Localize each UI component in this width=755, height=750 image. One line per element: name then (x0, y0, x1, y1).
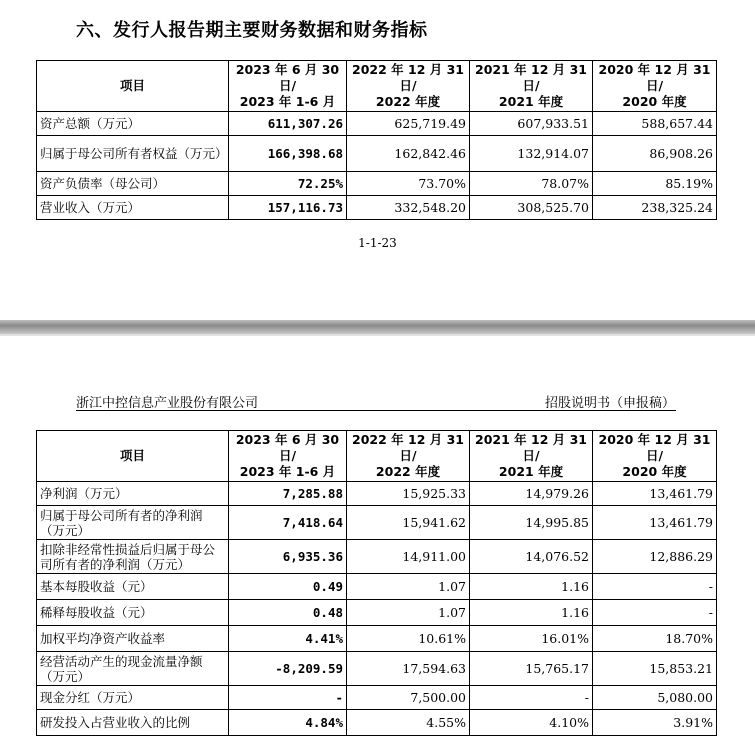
value-2020: 13,461.79 (593, 506, 717, 540)
row-label: 经营活动产生的现金流量净额（万元） (37, 652, 229, 686)
value-2023: 4.41% (229, 626, 347, 652)
page-header-company: 浙江中控信息产业股份有限公司 (76, 396, 259, 411)
value-2020: 18.70% (593, 626, 717, 652)
value-2023: 0.49 (229, 574, 347, 600)
header-2021: 2021 年 12 月 31 日/ 2021 年度 (470, 431, 593, 482)
value-2020: 86,908.26 (593, 136, 717, 172)
table-row (37, 652, 717, 686)
header-2020: 2020 年 12 月 31 日/ 2020 年度 (593, 431, 717, 482)
value-2022: 14,911.00 (347, 540, 470, 574)
value-2021: 4.10% (470, 710, 593, 736)
value-2020: 3.91% (593, 710, 717, 736)
value-2022: 332,548.20 (347, 196, 470, 220)
value-2022: 15,925.33 (347, 482, 470, 506)
row-label: 资产负债率（母公司） (37, 172, 229, 196)
value-2022: 10.61% (347, 626, 470, 652)
value-2020: 15,853.21 (593, 652, 717, 686)
value-2023: - (229, 686, 347, 710)
row-label: 归属于母公司所有者权益（万元） (37, 136, 229, 172)
value-2021: 78.07% (470, 172, 593, 196)
value-2021: 607,933.51 (470, 112, 593, 136)
value-2021: 15,765.17 (470, 652, 593, 686)
value-2023: 4.84% (229, 710, 347, 736)
table-row (37, 574, 717, 600)
header-2022: 2022 年 12 月 31 日/ 2022 年度 (347, 61, 470, 112)
page-separator-shadow (0, 334, 755, 336)
header-2023: 2023 年 6 月 30 日/ 2023 年 1-6 月 (229, 61, 347, 112)
table-header-row (37, 61, 717, 112)
value-2020: 85.19% (593, 172, 717, 196)
value-2022: 1.07 (347, 600, 470, 626)
value-2020: 13,461.79 (593, 482, 717, 506)
row-label: 现金分红（万元） (37, 686, 229, 710)
row-label: 稀释每股收益（元） (37, 600, 229, 626)
financial-table-2 (36, 430, 717, 736)
value-2022: 1.07 (347, 574, 470, 600)
value-2021: 14,979.26 (470, 482, 593, 506)
row-label: 归属于母公司所有者的净利润（万元） (37, 506, 229, 540)
row-label: 基本每股收益（元） (37, 574, 229, 600)
table-row (37, 600, 717, 626)
value-2021: 14,995.85 (470, 506, 593, 540)
row-label: 扣除非经常性损益后归属于母公司所有者的净利润（万元） (37, 540, 229, 574)
header-2022: 2022 年 12 月 31 日/ 2022 年度 (347, 431, 470, 482)
table-row (37, 482, 717, 506)
table-row (37, 172, 717, 196)
table-row (37, 710, 717, 736)
value-2021: 14,076.52 (470, 540, 593, 574)
page-header-rule (76, 410, 676, 411)
value-2023: 166,398.68 (229, 136, 347, 172)
value-2021: 1.16 (470, 600, 593, 626)
value-2021: 132,914.07 (470, 136, 593, 172)
table-row (37, 626, 717, 652)
value-2021: - (470, 686, 593, 710)
row-label: 研发投入占营业收入的比例 (37, 710, 229, 736)
value-2022: 625,719.49 (347, 112, 470, 136)
value-2021: 308,525.70 (470, 196, 593, 220)
page-header-doc-type: 招股说明书（申报稿） (544, 396, 675, 411)
value-2020: - (593, 574, 717, 600)
value-2021: 16.01% (470, 626, 593, 652)
value-2023: 72.25% (229, 172, 347, 196)
table-row (37, 112, 717, 136)
value-2023: 157,116.73 (229, 196, 347, 220)
value-2022: 4.55% (347, 710, 470, 736)
value-2022: 7,500.00 (347, 686, 470, 710)
value-2022: 17,594.63 (347, 652, 470, 686)
row-label: 资产总额（万元） (37, 112, 229, 136)
value-2023: 7,285.88 (229, 482, 347, 506)
value-2021: 1.16 (470, 574, 593, 600)
table-row (37, 196, 717, 220)
row-label: 营业收入（万元） (37, 196, 229, 220)
header-2020: 2020 年 12 月 31 日/ 2020 年度 (593, 61, 717, 112)
table-row (37, 506, 717, 540)
header-2021: 2021 年 12 月 31 日/ 2021 年度 (470, 61, 593, 112)
value-2023: 6,935.36 (229, 540, 347, 574)
value-2020: 588,657.44 (593, 112, 717, 136)
value-2023: 7,418.64 (229, 506, 347, 540)
page-number: 1-1-23 (358, 236, 397, 250)
value-2022: 162,842.46 (347, 136, 470, 172)
value-2020: 238,325.24 (593, 196, 717, 220)
value-2023: 611,307.26 (229, 112, 347, 136)
value-2022: 15,941.62 (347, 506, 470, 540)
header-item: 项目 (37, 61, 229, 112)
table-row (37, 540, 717, 574)
value-2023: 0.48 (229, 600, 347, 626)
value-2020: 5,080.00 (593, 686, 717, 710)
value-2020: - (593, 600, 717, 626)
value-2022: 73.70% (347, 172, 470, 196)
table-header-row (37, 431, 717, 482)
table-row (37, 136, 717, 172)
value-2020: 12,886.29 (593, 540, 717, 574)
header-item: 项目 (37, 431, 229, 482)
section-title: 六、发行人报告期主要财务数据和财务指标 (76, 20, 428, 41)
row-label: 净利润（万元） (37, 482, 229, 506)
row-label: 加权平均净资产收益率 (37, 626, 229, 652)
header-2023: 2023 年 6 月 30 日/ 2023 年 1-6 月 (229, 431, 347, 482)
value-2023: -8,209.59 (229, 652, 347, 686)
page-separator (0, 320, 755, 334)
financial-table-1 (36, 60, 717, 220)
table-row (37, 686, 717, 710)
